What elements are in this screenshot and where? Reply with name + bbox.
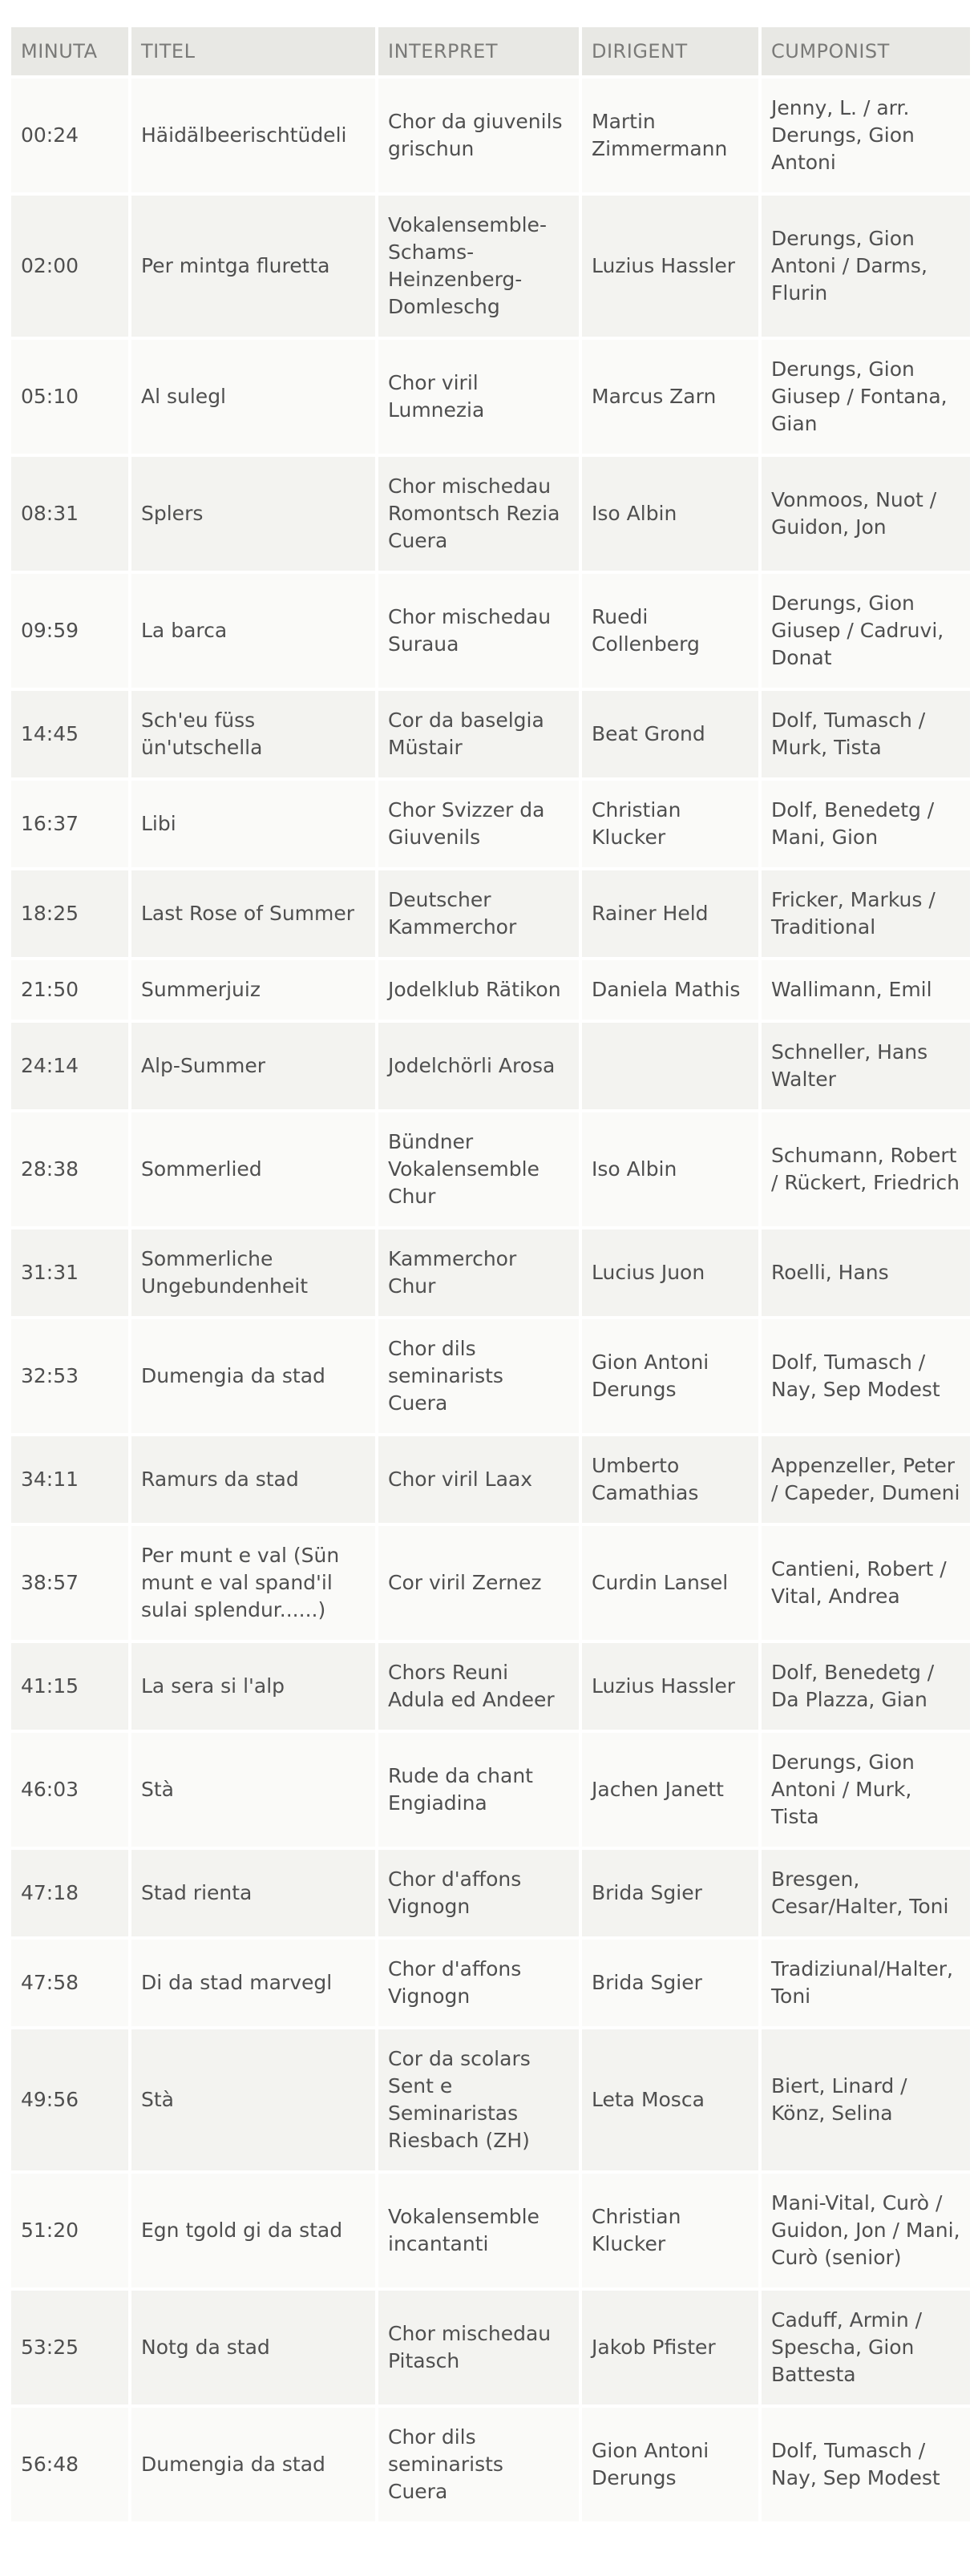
- cell-titel: Di da stad marvegl: [131, 1940, 375, 2026]
- table-row: [11, 870, 970, 957]
- cell-cumponist: Roelli, Hans: [762, 1229, 970, 1316]
- table-row: [11, 1850, 970, 1936]
- cell-minuta: 49:56: [11, 2029, 128, 2170]
- cell-cumponist: Dolf, Benedetg / Mani, Gion: [762, 781, 970, 867]
- cell-interpret: Chor da giuvenils grischun: [378, 79, 579, 192]
- cell-interpret: Cor da scolars Sent e Seminaristas Riesbach (ZH): [378, 2029, 579, 2170]
- table-row: [11, 781, 970, 867]
- cell-interpret: Cor da baselgia Müstair: [378, 691, 579, 777]
- table-row: [11, 1319, 970, 1433]
- cell-dirigent: Iso Albin: [582, 457, 758, 571]
- cell-cumponist: Appenzeller, Peter / Capeder, Dumeni: [762, 1436, 970, 1523]
- table-row: [11, 196, 970, 337]
- cell-interpret: Chor dils seminarists Cuera: [378, 1319, 579, 1433]
- cell-titel: Ramurs da stad: [131, 1436, 375, 1523]
- cell-dirigent: Luzius Hassler: [582, 196, 758, 337]
- cell-titel: Stà: [131, 1733, 375, 1847]
- cell-cumponist: Vonmoos, Nuot / Guidon, Jon: [762, 457, 970, 571]
- cell-interpret: Chor mischedau Romontsch Rezia Cuera: [378, 457, 579, 571]
- cell-cumponist: Tradiziunal/Halter, Toni: [762, 1940, 970, 2026]
- cell-titel: Notg da stad: [131, 2291, 375, 2404]
- cell-titel: Dumengia da stad: [131, 2408, 375, 2521]
- cell-interpret: Bündner Vokalensemble Chur: [378, 1112, 579, 1226]
- cell-titel: Häidälbeerischtüdeli: [131, 79, 375, 192]
- cell-interpret: Chor d'affons Vignogn: [378, 1940, 579, 2026]
- cell-cumponist: Derungs, Gion Antoni / Murk, Tista: [762, 1733, 970, 1847]
- cell-titel: Al sulegl: [131, 340, 375, 454]
- cell-interpret: Rude da chant Engiadina: [378, 1733, 579, 1847]
- cell-cumponist: Mani-Vital, Curò / Guidon, Jon / Mani, Curò (senior): [762, 2174, 970, 2287]
- cell-interpret: Chor mischedau Pitasch: [378, 2291, 579, 2404]
- cell-minuta: 00:24: [11, 79, 128, 192]
- cell-dirigent: Leta Mosca: [582, 2029, 758, 2170]
- cell-titel: Dumengia da stad: [131, 1319, 375, 1433]
- header-minuta: MINUTA: [11, 27, 128, 75]
- cell-interpret: Chor viril Laax: [378, 1436, 579, 1523]
- cell-titel: La barca: [131, 574, 375, 688]
- cell-interpret: Vokalensemble-Schams-Heinzenberg-Domleschg: [378, 196, 579, 337]
- cell-minuta: 18:25: [11, 870, 128, 957]
- cell-minuta: 02:00: [11, 196, 128, 337]
- cell-dirigent: Umberto Camathias: [582, 1436, 758, 1523]
- cell-dirigent: Luzius Hassler: [582, 1643, 758, 1730]
- cell-dirigent: Brida Sgier: [582, 1850, 758, 1936]
- cell-minuta: 14:45: [11, 691, 128, 777]
- cell-interpret: Chor d'affons Vignogn: [378, 1850, 579, 1936]
- cell-interpret: Chor Svizzer da Giuvenils: [378, 781, 579, 867]
- header-titel: TITEL: [131, 27, 375, 75]
- cell-cumponist: Fricker, Markus / Traditional: [762, 870, 970, 957]
- cell-dirigent: Daniela Mathis: [582, 960, 758, 1019]
- table-row: [11, 1940, 970, 2026]
- cell-interpret: Jodelchörli Arosa: [378, 1023, 579, 1109]
- cell-titel: Summerjuiz: [131, 960, 375, 1019]
- cell-dirigent: Ruedi Collenberg: [582, 574, 758, 688]
- cell-cumponist: Dolf, Benedetg / Da Plazza, Gian: [762, 1643, 970, 1730]
- cell-interpret: Chors Reuni Adula ed Andeer: [378, 1643, 579, 1730]
- table-row: [11, 2029, 970, 2170]
- table-row: [11, 1436, 970, 1523]
- cell-dirigent: Christian Klucker: [582, 781, 758, 867]
- cell-titel: Stà: [131, 2029, 375, 2170]
- table-row: [11, 691, 970, 777]
- table-row: [11, 1526, 970, 1640]
- cell-interpret: Vokalensemble incantanti: [378, 2174, 579, 2287]
- cell-minuta: 41:15: [11, 1643, 128, 1730]
- cell-minuta: 09:59: [11, 574, 128, 688]
- cell-dirigent: Lucius Juon: [582, 1229, 758, 1316]
- table-header: [11, 27, 970, 75]
- cell-minuta: 47:58: [11, 1940, 128, 2026]
- header-cumponist: CUMPONIST: [762, 27, 970, 75]
- cell-cumponist: Caduff, Armin / Spescha, Gion Battesta: [762, 2291, 970, 2404]
- cell-dirigent: Gion Antoni Derungs: [582, 1319, 758, 1433]
- cell-dirigent: Christian Klucker: [582, 2174, 758, 2287]
- cell-titel: La sera si l'alp: [131, 1643, 375, 1730]
- table-row: [11, 1733, 970, 1847]
- cell-minuta: 51:20: [11, 2174, 128, 2287]
- cell-cumponist: Schneller, Hans Walter: [762, 1023, 970, 1109]
- cell-minuta: 53:25: [11, 2291, 128, 2404]
- cell-minuta: 46:03: [11, 1733, 128, 1847]
- cell-titel: Splers: [131, 457, 375, 571]
- cell-dirigent: Beat Grond: [582, 691, 758, 777]
- cell-cumponist: Derungs, Gion Giusep / Cadruvi, Donat: [762, 574, 970, 688]
- cell-dirigent: Iso Albin: [582, 1112, 758, 1226]
- cell-minuta: 24:14: [11, 1023, 128, 1109]
- cell-titel: Sch'eu füss ün'utschella: [131, 691, 375, 777]
- cell-minuta: 47:18: [11, 1850, 128, 1936]
- cell-dirigent: Gion Antoni Derungs: [582, 2408, 758, 2521]
- cell-dirigent: Brida Sgier: [582, 1940, 758, 2026]
- header-interpret: INTERPRET: [378, 27, 579, 75]
- cell-minuta: 31:31: [11, 1229, 128, 1316]
- table-body: [11, 79, 970, 2521]
- cell-titel: Sommerlied: [131, 1112, 375, 1226]
- cell-interpret: Chor dils seminarists Cuera: [378, 2408, 579, 2521]
- cell-dirigent: Marcus Zarn: [582, 340, 758, 454]
- cell-cumponist: Jenny, L. / arr. Derungs, Gion Antoni: [762, 79, 970, 192]
- cell-minuta: 32:53: [11, 1319, 128, 1433]
- cell-dirigent: Jakob Pfister: [582, 2291, 758, 2404]
- cell-titel: Libi: [131, 781, 375, 867]
- cell-minuta: 34:11: [11, 1436, 128, 1523]
- cell-titel: Sommerliche Ungebundenheit: [131, 1229, 375, 1316]
- cell-cumponist: Derungs, Gion Antoni / Darms, Flurin: [762, 196, 970, 337]
- cell-cumponist: Schumann, Robert / Rückert, Friedrich: [762, 1112, 970, 1226]
- table-row: [11, 79, 970, 192]
- playlist-table: [8, 24, 973, 2525]
- cell-cumponist: Cantieni, Robert / Vital, Andrea: [762, 1526, 970, 1640]
- cell-interpret: Jodelklub Rätikon: [378, 960, 579, 1019]
- table-row: [11, 2174, 970, 2287]
- cell-minuta: 38:57: [11, 1526, 128, 1640]
- cell-cumponist: Biert, Linard / Könz, Selina: [762, 2029, 970, 2170]
- table-row: [11, 574, 970, 688]
- cell-dirigent: [582, 1023, 758, 1109]
- cell-cumponist: Derungs, Gion Giusep / Fontana, Gian: [762, 340, 970, 454]
- cell-dirigent: Rainer Held: [582, 870, 758, 957]
- table-row: [11, 457, 970, 571]
- cell-minuta: 21:50: [11, 960, 128, 1019]
- cell-cumponist: Dolf, Tumasch / Murk, Tista: [762, 691, 970, 777]
- table-row: [11, 1643, 970, 1730]
- cell-minuta: 56:48: [11, 2408, 128, 2521]
- cell-interpret: Kammerchor Chur: [378, 1229, 579, 1316]
- table-row: [11, 2408, 970, 2521]
- cell-dirigent: Martin Zimmermann: [582, 79, 758, 192]
- cell-titel: Alp-Summer: [131, 1023, 375, 1109]
- cell-interpret: Chor viril Lumnezia: [378, 340, 579, 454]
- table-row: [11, 1229, 970, 1316]
- cell-titel: Last Rose of Summer: [131, 870, 375, 957]
- header-dirigent: DIRIGENT: [582, 27, 758, 75]
- cell-cumponist: Dolf, Tumasch / Nay, Sep Modest: [762, 1319, 970, 1433]
- cell-titel: Egn tgold gi da stad: [131, 2174, 375, 2287]
- cell-cumponist: Wallimann, Emil: [762, 960, 970, 1019]
- header-row: [11, 27, 970, 75]
- cell-cumponist: Dolf, Tumasch / Nay, Sep Modest: [762, 2408, 970, 2521]
- table-row: [11, 2291, 970, 2404]
- table-row: [11, 340, 970, 454]
- cell-cumponist: Bresgen, Cesar/Halter, Toni: [762, 1850, 970, 1936]
- cell-titel: Per munt e val (Sün munt e val spand'il sulai splendur......): [131, 1526, 375, 1640]
- cell-dirigent: Curdin Lansel: [582, 1526, 758, 1640]
- cell-interpret: Cor viril Zernez: [378, 1526, 579, 1640]
- table-row: [11, 1112, 970, 1226]
- table-row: [11, 1023, 970, 1109]
- table-row: [11, 960, 970, 1019]
- cell-minuta: 16:37: [11, 781, 128, 867]
- cell-minuta: 28:38: [11, 1112, 128, 1226]
- cell-titel: Stad rienta: [131, 1850, 375, 1936]
- cell-titel: Per mintga fluretta: [131, 196, 375, 337]
- cell-minuta: 05:10: [11, 340, 128, 454]
- cell-minuta: 08:31: [11, 457, 128, 571]
- cell-interpret: Chor mischedau Suraua: [378, 574, 579, 688]
- cell-dirigent: Jachen Janett: [582, 1733, 758, 1847]
- cell-interpret: Deutscher Kammerchor: [378, 870, 579, 957]
